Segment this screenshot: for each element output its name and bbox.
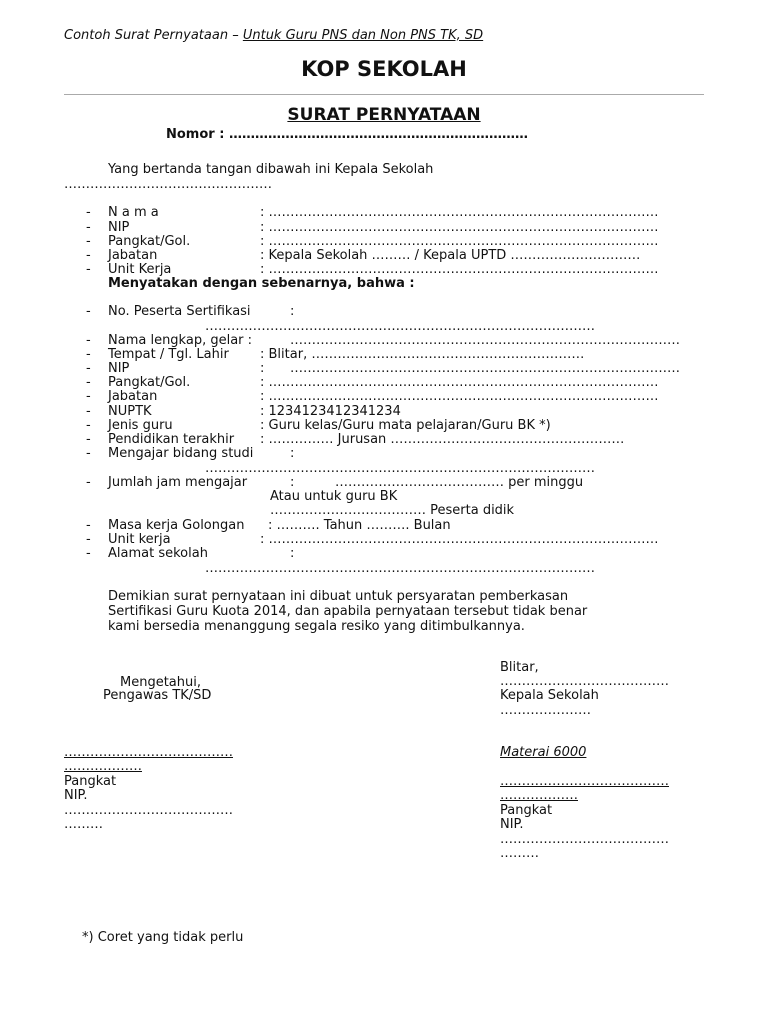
- bullet-dash: -: [86, 432, 91, 447]
- signer-unit-label: Unit Kerja: [108, 262, 172, 277]
- materai-label: Materai 6000: [500, 745, 587, 760]
- unit-kerja-value: : ………………………………………………………………………………: [260, 532, 659, 547]
- no-peserta-colon: :: [290, 304, 295, 319]
- bullet-dash: -: [86, 389, 91, 404]
- masa-kerja-value: : ………. Tahun ………. Bulan: [268, 518, 451, 533]
- alamat-colon: :: [290, 546, 295, 561]
- bullet-dash: -: [86, 304, 91, 319]
- pangkat-value: : ………………………………………………………………………………: [260, 375, 659, 390]
- no-peserta-value: ………………………………………………………………………………: [205, 319, 595, 334]
- sign-city: Blitar,: [500, 660, 539, 675]
- signer-pangkat-value: : ………………………………………………………………………………: [260, 234, 659, 249]
- signer-name-label: N a m a: [108, 205, 159, 220]
- letter-number: Nomor : ……………………………………………………………: [166, 127, 528, 142]
- signer-pangkat-label: Pangkat/Gol.: [108, 234, 191, 249]
- bullet-dash: -: [86, 333, 91, 348]
- header-subtitle: Untuk Guru PNS dan Non PNS TK, SD: [242, 28, 484, 43]
- ttl-label: Tempat / Tgl. Lahir: [108, 347, 229, 362]
- document-header: [64, 28, 483, 43]
- header-prefix: Contoh Surat Pernyataan –: [64, 28, 243, 43]
- bullet-dash: -: [86, 418, 91, 433]
- jabatan-value: : ………………………………………………………………………………: [260, 389, 659, 404]
- pendidikan-value: : …………… Jurusan ………………………………………………: [260, 432, 625, 447]
- kepsek-name-line-2: ………………: [500, 788, 578, 803]
- declaration-heading: Menyatakan dengan sebenarnya, bahwa :: [108, 276, 415, 291]
- bullet-dash: -: [86, 475, 91, 490]
- pendidikan-label: Pendidikan terakhir: [108, 432, 235, 447]
- bullet-dash: -: [86, 361, 91, 376]
- unit-kerja-label: Unit kerja: [108, 532, 171, 547]
- bullet-dash: -: [86, 234, 91, 249]
- mengetahui-text: Mengetahui,: [120, 675, 201, 690]
- pengawas-nip-line-2: ………: [64, 817, 103, 832]
- header-divider: [64, 94, 704, 95]
- bk-line-2: ……………………………… Peserta didik: [270, 503, 515, 518]
- kepsek-nip-line-2: ………: [500, 846, 539, 861]
- kop-sekolah: KOP SEKOLAH: [301, 57, 467, 81]
- alamat-value: ………………………………………………………………………………: [205, 561, 595, 576]
- signer-nip-label: NIP: [108, 220, 130, 235]
- pengawas-nip-line-1: …………………………………: [64, 803, 233, 818]
- jabatan-label: Jabatan: [108, 389, 158, 404]
- bullet-dash: -: [86, 248, 91, 263]
- nip-label: NIP: [108, 361, 130, 376]
- jenis-guru-label: Jenis guru: [108, 418, 173, 433]
- kepala-sekolah-role: Kepala Sekolah: [500, 688, 599, 703]
- intro-line-2: …………………………………………: [64, 177, 272, 192]
- bullet-dash: -: [86, 347, 91, 362]
- mengajar-value: ………………………………………………………………………………: [205, 461, 595, 476]
- sign-date-dots: …………………………………: [500, 674, 669, 689]
- nuptk-label: NUPTK: [108, 404, 152, 419]
- footnote: *) Coret yang tidak perlu: [82, 930, 244, 945]
- bullet-dash: -: [86, 446, 91, 461]
- kepsek-name-line-1: …………………………………: [500, 774, 669, 789]
- mengajar-colon: :: [290, 446, 295, 461]
- letter-title: SURAT PERNYATAAN: [287, 105, 481, 125]
- no-peserta-label: No. Peserta Sertifikasi: [108, 304, 251, 319]
- bk-line-1: Atau untuk guru BK: [270, 489, 398, 504]
- kepsek-pangkat: Pangkat: [500, 803, 553, 818]
- mengajar-label: Mengajar bidang studi: [108, 446, 254, 461]
- kepsek-nip-line-1: …………………………………: [500, 832, 669, 847]
- masa-kerja-label: Masa kerja Golongan: [108, 518, 245, 533]
- pengawas-pangkat: Pangkat: [64, 774, 117, 789]
- alamat-label: Alamat sekolah: [108, 546, 208, 561]
- bullet-dash: -: [86, 518, 91, 533]
- bullet-dash: -: [86, 205, 91, 220]
- kepsek-nip-label: NIP.: [500, 817, 524, 832]
- bullet-dash: -: [86, 546, 91, 561]
- bullet-dash: -: [86, 375, 91, 390]
- nama-label: Nama lengkap, gelar :: [108, 333, 253, 348]
- jumlah-jam-value: ………………………………… per minggu: [335, 475, 584, 490]
- jumlah-jam-colon: :: [290, 475, 295, 490]
- pengawas-nip-label: NIP.: [64, 788, 88, 803]
- ttl-value: : Blitar, ………………………………………………………: [260, 347, 585, 362]
- nuptk-value: : 1234123412341234: [260, 404, 401, 419]
- signer-jabatan-label: Jabatan: [108, 248, 158, 263]
- pangkat-label: Pangkat/Gol.: [108, 375, 191, 390]
- signer-jabatan-value: : Kepala Sekolah ……… / Kepala UPTD …………………………: [260, 248, 641, 263]
- closing-line-3: kami bersedia menanggung segala resiko yang ditimbulkannya.: [108, 619, 525, 634]
- nip-value: ………………………………………………………………………………: [290, 361, 680, 376]
- bullet-dash: -: [86, 404, 91, 419]
- signer-name-value: : ………………………………………………………………………………: [260, 205, 659, 220]
- bullet-dash: -: [86, 262, 91, 277]
- intro-line-1: Yang bertanda tangan dibawah ini Kepala Sekolah: [108, 162, 434, 177]
- signer-nip-value: : ………………………………………………………………………………: [260, 220, 659, 235]
- closing-line-2: Sertifikasi Guru Kuota 2014, dan apabila pernyataan tersebut tidak benar: [108, 604, 588, 619]
- bullet-dash: -: [86, 532, 91, 547]
- nip-colon: :: [260, 361, 265, 376]
- nama-value: ………………………………………………………………………………: [290, 333, 680, 348]
- pengawas-name-line-1: …………………………………: [64, 745, 233, 760]
- jenis-guru-value: : Guru kelas/Guru mata pelajaran/Guru BK *): [260, 418, 551, 433]
- closing-line-1: Demikian surat pernyataan ini dibuat untuk persyaratan pemberkasan: [108, 589, 569, 604]
- signer-unit-value: : ………………………………………………………………………………: [260, 262, 659, 277]
- jumlah-jam-label: Jumlah jam mengajar: [108, 475, 248, 490]
- kepala-sekolah-dots: …………………: [500, 703, 591, 718]
- pengawas-name-line-2: ………………: [64, 759, 142, 774]
- pengawas-role: Pengawas TK/SD: [103, 688, 212, 703]
- bullet-dash: -: [86, 220, 91, 235]
